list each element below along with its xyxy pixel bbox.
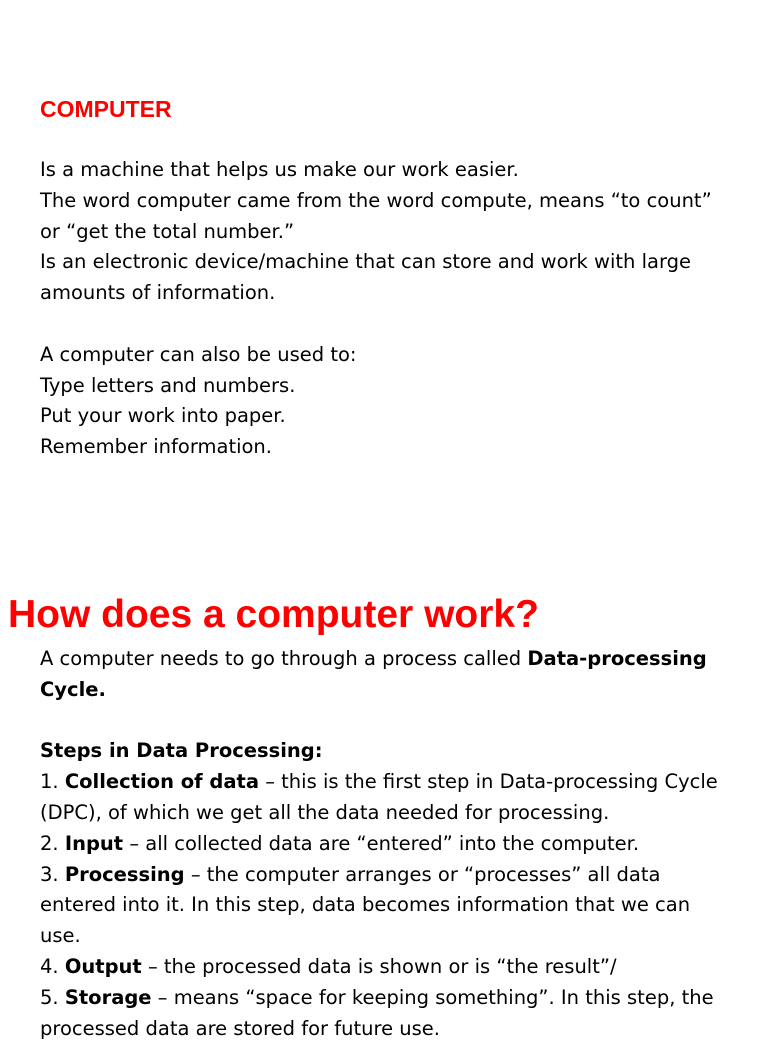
slide-title: COMPUTER [40, 96, 172, 122]
step-number: 5. [40, 985, 65, 1009]
step-item [40, 860, 760, 891]
definition-line: The word computer came from the word compute, means “to count” [40, 188, 712, 212]
step-desc: – the computer arranges or “processes” all data [184, 862, 661, 886]
use-item: Put your work into paper. [40, 404, 286, 428]
step-number: 2. [40, 831, 65, 855]
definition-line: Is an electronic device/machine that can store and work with large [40, 250, 692, 274]
definition-line: or “get the total number.” [40, 219, 295, 243]
steps-heading [40, 736, 760, 767]
steps-heading-text: Steps in Data Processing: [40, 739, 323, 763]
step-item [40, 767, 760, 798]
step-term: Collection of data [64, 770, 260, 794]
step-term: Storage [64, 985, 152, 1009]
slide-computer-definition [0, 0, 768, 512]
use-item: Remember information. [40, 435, 272, 459]
step-desc: – all collected data are “entered” into the computer. [123, 831, 640, 855]
step-continuation: use. [40, 924, 81, 948]
intro-line [40, 675, 760, 706]
slide-how-computer-works [0, 512, 768, 1040]
step-number: 4. [40, 954, 65, 978]
use-item: Type letters and numbers. [40, 373, 296, 397]
step-desc: – this is the first step in Data-processing Cycle [259, 770, 718, 794]
step-term: Input [64, 831, 124, 855]
intro-bold-term: Data-processing [527, 647, 707, 670]
step-desc: – the processed data is shown or is “the result”/ [141, 954, 617, 978]
slide-title: How does a computer work? [8, 593, 539, 636]
intro-text: A computer needs to go through a process called [40, 647, 528, 670]
spacer [40, 706, 760, 737]
intro-bold-term: Cycle. [40, 677, 106, 701]
step-item [40, 952, 760, 983]
definition-text [40, 155, 760, 463]
definition-line: amounts of information. [40, 281, 276, 305]
uses-intro: A computer can also be used to: [40, 342, 357, 366]
step-continuation: (DPC), of which we get all the data needed for processing. [40, 800, 610, 824]
definition-line: Is a machine that helps us make our work easier. [40, 158, 519, 181]
step-term: Output [64, 954, 142, 978]
step-continuation: entered into it. In this step, data becomes information that we can [40, 893, 691, 917]
step-term: Processing [64, 862, 185, 886]
step-continuation: processed data are stored for future use. [40, 1016, 440, 1040]
step-number: 3. [40, 862, 65, 886]
intro-line [40, 644, 760, 675]
step-desc: – means “space for keeping something”. In this step, the [151, 985, 714, 1009]
step-item [40, 829, 760, 860]
step-number: 1. [40, 770, 65, 794]
step-item [40, 983, 760, 1014]
spacer [40, 309, 760, 340]
process-text [40, 644, 760, 1044]
